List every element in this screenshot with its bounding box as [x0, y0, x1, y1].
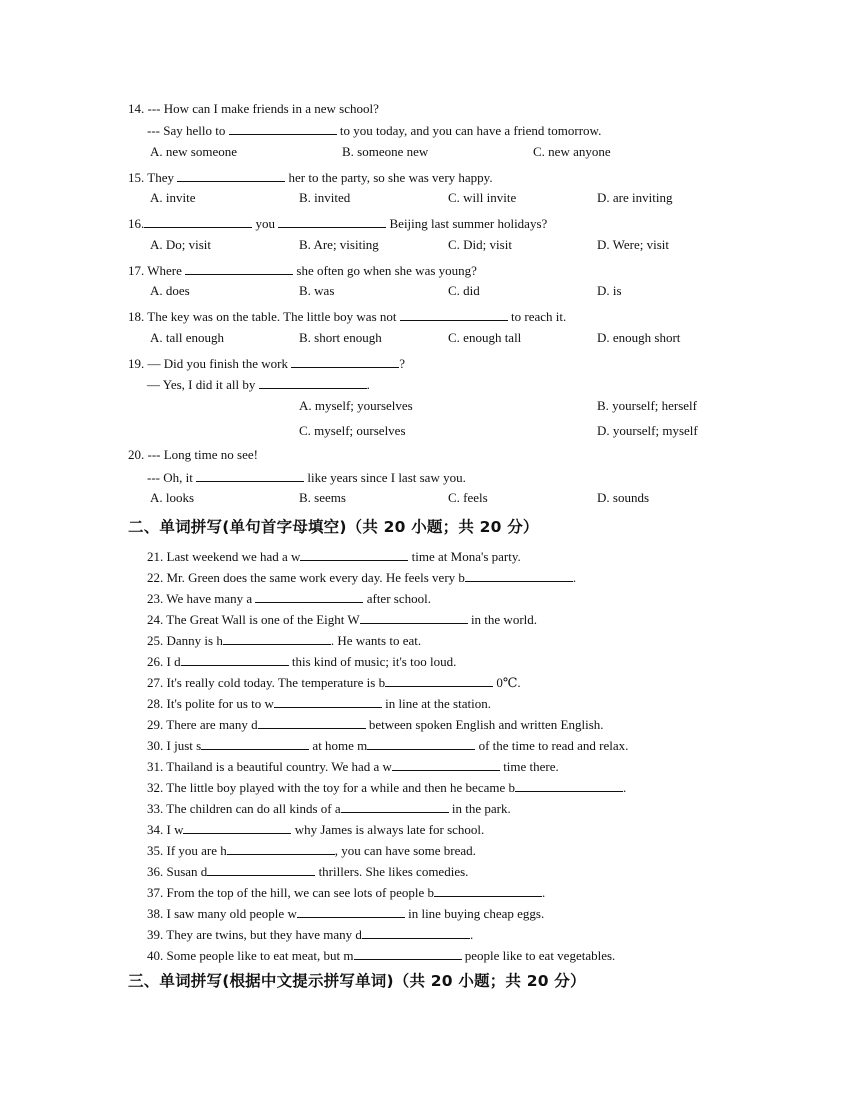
fill-item: [147, 842, 476, 859]
q20-stem: 20. --- Long time no see!: [128, 447, 258, 462]
q19-option-d[interactable]: D. yourself; myself: [597, 423, 698, 438]
fill-blank[interactable]: [258, 716, 366, 729]
q20-text-c: like years since I last saw you.: [307, 470, 466, 485]
fill-item: [147, 716, 604, 733]
fill-text: 22. Mr. Green does the same work every day. He feels very b: [147, 570, 465, 585]
fill-text: in the world.: [470, 612, 538, 627]
q18-text-b: to reach it.: [511, 309, 567, 324]
fill-item: [147, 779, 626, 796]
q17-text-b: she often go when she was young?: [296, 263, 477, 278]
q16-option-b[interactable]: B. Are; visiting: [299, 237, 379, 252]
fill-text: after school.: [366, 591, 431, 606]
q15-stem: [128, 169, 493, 186]
q17-option-d[interactable]: D. is: [597, 283, 622, 298]
fill-item: [147, 926, 473, 943]
fill-text: 35. If you are h: [147, 843, 227, 858]
fill-text: in the park.: [451, 801, 511, 816]
q16-text-b: you: [255, 216, 275, 231]
q19-text-b: ?: [399, 356, 405, 371]
fill-blank[interactable]: [362, 926, 470, 939]
q14-option-a[interactable]: A. new someone: [150, 144, 238, 159]
section-3-heading: 三、单词拼写(根据中文提示拼写单词)（共 20 小题；共 20 分）: [128, 972, 586, 990]
fill-item: [147, 905, 544, 922]
fill-text: 33. The children can do all kinds of a: [147, 801, 341, 816]
fill-item: [147, 800, 511, 817]
fill-blank[interactable]: [367, 737, 475, 750]
fill-blank[interactable]: [227, 842, 335, 855]
q17-option-b[interactable]: B. was: [299, 283, 335, 298]
q16-blank-1[interactable]: [144, 215, 252, 228]
fill-blank[interactable]: [300, 548, 408, 561]
fill-blank[interactable]: [207, 863, 315, 876]
q14-blank[interactable]: [229, 122, 337, 135]
q14-text-b: to you today, and you can have a friend tomorrow.: [339, 123, 602, 138]
q20-option-c[interactable]: C. feels: [448, 490, 488, 505]
q18-option-d[interactable]: D. enough short: [597, 330, 681, 345]
q19-option-a[interactable]: A. myself; yourselves: [299, 398, 413, 413]
q14-stem: 14. --- How can I make friends in a new school?: [128, 101, 379, 116]
fill-blank[interactable]: [297, 905, 405, 918]
q20-option-d[interactable]: D. sounds: [597, 490, 650, 505]
q20-line2: [147, 469, 466, 486]
q16-text-c: Beijing last summer holidays?: [389, 216, 548, 231]
fill-blank[interactable]: [341, 800, 449, 813]
fill-text: . He wants to eat.: [330, 633, 422, 648]
fill-item: [147, 611, 537, 628]
fill-text: in line at the station.: [385, 696, 491, 711]
fill-text: 38. I saw many old people w: [147, 906, 297, 921]
fill-text: 25. Danny is h: [147, 633, 223, 648]
fill-text: time there.: [503, 759, 559, 774]
fill-text: 40. Some people like to eat meat, but m: [147, 948, 354, 963]
q17-text-a: 17. Where: [128, 263, 182, 278]
q15-option-a[interactable]: A. invite: [150, 190, 196, 205]
q18-stem: [128, 308, 566, 325]
fill-blank[interactable]: [515, 779, 623, 792]
q18-option-b[interactable]: B. short enough: [299, 330, 382, 345]
fill-text: of the time to read and relax.: [478, 738, 629, 753]
q15-text-b: her to the party, so she was very happy.: [288, 170, 493, 185]
q15-text-a: 15. They: [128, 170, 174, 185]
q16-option-a[interactable]: A. Do; visit: [150, 237, 212, 252]
q19-blank-2[interactable]: [259, 376, 367, 389]
q14-option-b[interactable]: B. someone new: [342, 144, 429, 159]
fill-item: [147, 758, 559, 775]
fill-item: [147, 548, 521, 565]
q14-text-a: --- Say hello to: [147, 123, 226, 138]
fill-blank[interactable]: [255, 590, 363, 603]
q17-stem: [128, 262, 477, 279]
fill-text: 32. The little boy played with the toy for a while and then he became b: [147, 780, 515, 795]
q19-text-c: — Yes, I did it all by: [147, 377, 256, 392]
fill-text: .: [572, 570, 577, 585]
fill-text: 39. They are twins, but they have many d: [147, 927, 362, 942]
q19-answer-line: [147, 376, 370, 393]
q18-blank[interactable]: [400, 308, 508, 321]
q19-option-c[interactable]: C. myself; ourselves: [299, 423, 406, 438]
q18-text-a: 18. The key was on the table. The little boy was not: [128, 309, 397, 324]
fill-blank[interactable]: [223, 632, 331, 645]
q19-stem: [128, 355, 405, 372]
q16-option-c[interactable]: C. Did; visit: [448, 237, 512, 252]
fill-blank[interactable]: [392, 758, 500, 771]
fill-text: 37. From the top of the hill, we can see lots of people b: [147, 885, 435, 900]
fill-blank[interactable]: [181, 653, 289, 666]
q15-option-d[interactable]: D. are inviting: [597, 190, 673, 205]
q17-option-c[interactable]: C. did: [448, 283, 480, 298]
q16-stem: [128, 215, 547, 232]
fill-text: 26. I d: [147, 654, 181, 669]
fill-text: 34. I w: [147, 822, 184, 837]
q19-option-b[interactable]: B. yourself; herself: [597, 398, 698, 413]
fill-item: [147, 737, 628, 754]
fill-text: 36. Susan d: [147, 864, 208, 879]
fill-item: [147, 569, 576, 586]
fill-item: [147, 632, 421, 649]
fill-item: [147, 695, 491, 712]
fill-item: [147, 863, 468, 880]
fill-text: in line buying cheap eggs.: [408, 906, 545, 921]
fill-blank[interactable]: [354, 947, 462, 960]
q16-text-a: 16.: [128, 216, 145, 231]
fill-blank[interactable]: [183, 821, 291, 834]
fill-text: .: [469, 927, 474, 942]
q20-text-b: --- Oh, it: [147, 470, 193, 485]
fill-text: 0℃.: [496, 675, 521, 690]
fill-text: , you can have some bread.: [334, 843, 476, 858]
fill-blank[interactable]: [201, 737, 309, 750]
fill-item: [147, 821, 484, 838]
fill-text: 21. Last weekend we had a w: [147, 549, 301, 564]
fill-item: [147, 947, 615, 964]
fill-item: [147, 674, 521, 691]
q20-option-a[interactable]: A. looks: [150, 490, 195, 505]
fill-text: thrillers. She likes comedies.: [318, 864, 469, 879]
q16-blank-2[interactable]: [278, 215, 386, 228]
q17-option-a[interactable]: A. does: [150, 283, 190, 298]
fill-text: .: [542, 885, 546, 900]
fill-text: people like to eat vegetables.: [464, 948, 616, 963]
fill-text: 30. I just s: [147, 738, 202, 753]
q18-option-a[interactable]: A. tall enough: [150, 330, 225, 345]
q15-blank[interactable]: [177, 169, 285, 182]
q19-text-d: .: [366, 377, 370, 392]
fill-text: 27. It's really cold today. The temperature is b: [147, 675, 386, 690]
fill-blank[interactable]: [465, 569, 573, 582]
q14-option-c[interactable]: C. new anyone: [533, 144, 611, 159]
q15-option-c[interactable]: C. will invite: [448, 190, 517, 205]
fill-item: [147, 884, 545, 901]
fill-text: this kind of music; it's too loud.: [291, 654, 457, 669]
fill-text: 29. There are many d: [147, 717, 258, 732]
fill-text: time at Mona's party.: [411, 549, 521, 564]
fill-item: [147, 590, 431, 607]
q20-blank[interactable]: [196, 469, 304, 482]
q19-text-a: 19. — Did you finish the work: [128, 356, 288, 371]
fill-item: [147, 653, 456, 670]
q16-option-d[interactable]: D. Were; visit: [597, 237, 670, 252]
q17-blank[interactable]: [185, 262, 293, 275]
q19-blank-1[interactable]: [291, 355, 399, 368]
fill-text: 24. The Great Wall is one of the Eight W: [147, 612, 360, 627]
fill-blank[interactable]: [360, 611, 468, 624]
fill-blank[interactable]: [274, 695, 382, 708]
q14-line2: [147, 122, 601, 139]
section-2-heading: 二、单词拼写(单句首字母填空)（共 20 小题；共 20 分）: [128, 518, 539, 536]
fill-text: 23. We have many a: [147, 591, 253, 606]
q18-option-c[interactable]: C. enough tall: [448, 330, 522, 345]
fill-text: 28. It's polite for us to w: [147, 696, 274, 711]
fill-text: at home m: [312, 738, 368, 753]
q20-option-b[interactable]: B. seems: [299, 490, 346, 505]
fill-blank[interactable]: [434, 884, 542, 897]
fill-text: .: [623, 780, 627, 795]
fill-text: between spoken English and written English.: [368, 717, 604, 732]
fill-blank[interactable]: [385, 674, 493, 687]
fill-text: why James is always late for school.: [294, 822, 485, 837]
q15-option-b[interactable]: B. invited: [299, 190, 351, 205]
fill-text: 31. Thailand is a beautiful country. We had a w: [147, 759, 392, 774]
